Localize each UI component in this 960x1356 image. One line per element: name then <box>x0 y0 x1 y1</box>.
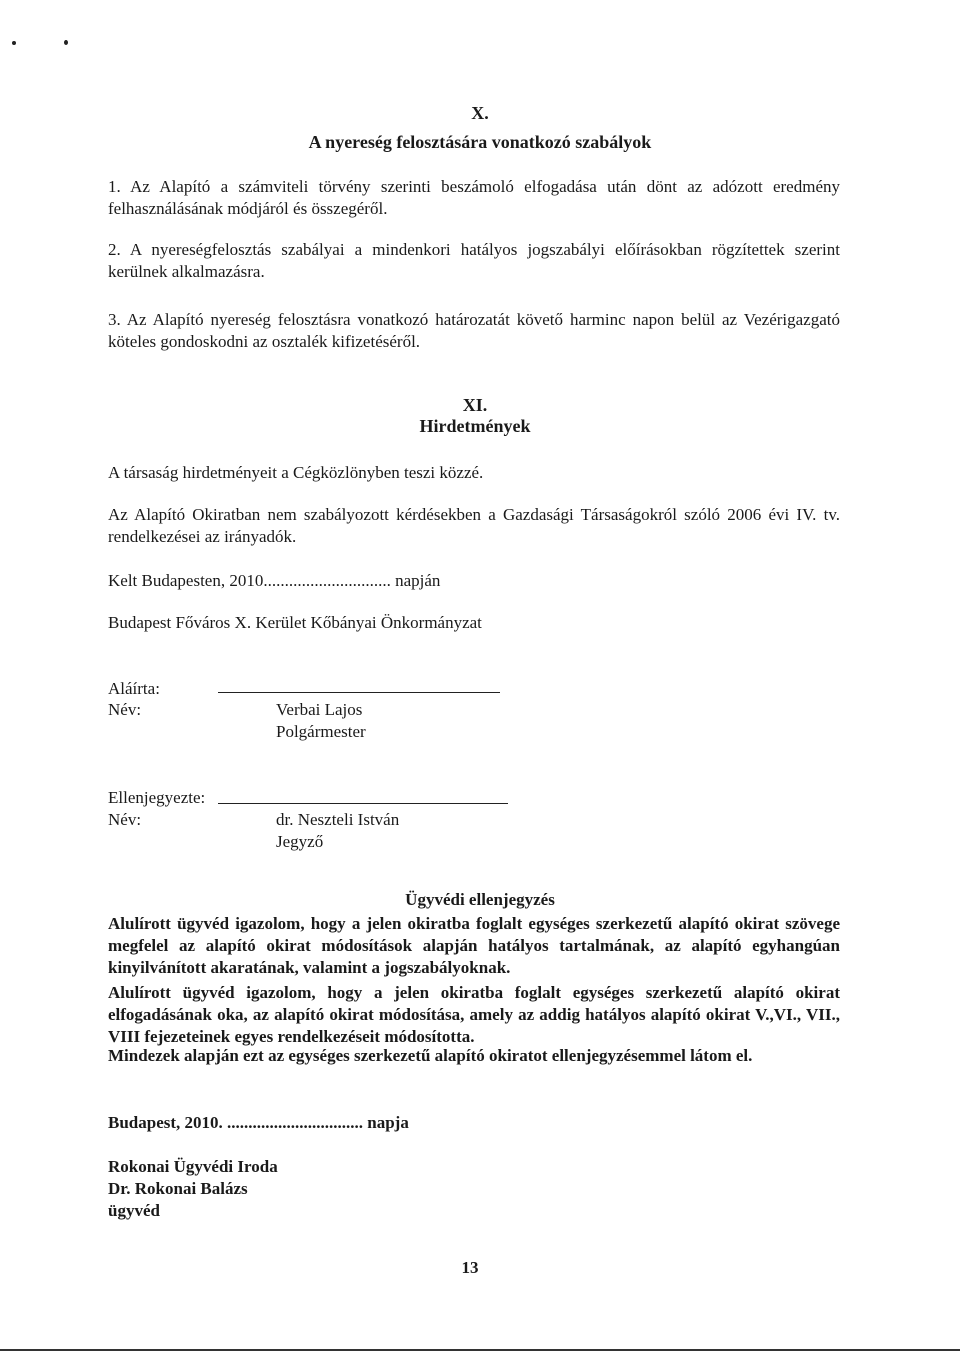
name-label: Név: <box>108 700 142 719</box>
section-x-number: X. <box>471 103 489 123</box>
section-xi-paragraph-1: A társaság hirdetményeit a Cégközlönyben teszi közzé. <box>108 463 484 482</box>
attorney-paragraph-1: Alulírott ügyvéd igazolom, hogy a jelen okiratba foglalt egységes szerkezetű alapító okirat szövege megfelel az alapító okirat módosítások alapján hatályos tartalmának, az alapító egyhangúan kinyilvánított akaratának, valamint a jogszabályoknak. <box>108 914 840 977</box>
countersigner-role: Jegyző <box>276 832 324 851</box>
section-xi-paragraph-2: Az Alapító Okiratban nem szabályozott kérdésekben a Gazdasági Társaságokról szóló 2006 évi IV. tv. rendelkezései az irányadók. <box>108 505 840 546</box>
signed-label: Aláírta: <box>108 679 160 698</box>
section-x-paragraph-3: 3. Az Alapító nyereség felosztásra vonatkozó határozatát követő harminc napon belül az Vezérigazgató köteles gondoskodni az osztalék kifizetéséről. <box>108 310 840 351</box>
countersigner-name: dr. Neszteli István <box>276 810 400 829</box>
attorney-paragraph-3: Mindezek alapján ezt az egységes szerkezetű alapító okiratot ellenjegyzésemmel látom el. <box>108 1046 753 1065</box>
section-x-paragraph-2: 2. A nyereségfelosztás szabályai a mindenkori hatályos jogszabályi előírásokban rögzítettek szerint kerülnek alkalmazásra. <box>108 240 840 281</box>
scan-speck <box>64 40 68 45</box>
countersignature-line <box>218 803 508 804</box>
scan-speck <box>12 41 16 45</box>
place-date-line: Kelt Budapesten, 2010.............................. napján <box>108 571 441 590</box>
law-firm-name: Rokonai Ügyvédi Iroda <box>108 1157 278 1176</box>
scan-edge-rule <box>0 1349 960 1351</box>
section-xi-number: XI. <box>462 395 488 415</box>
countersigned-label: Ellenjegyezte: <box>108 788 206 807</box>
signature-line <box>218 692 500 693</box>
attorney-paragraph-2: Alulírott ügyvéd igazolom, hogy a jelen okiratba foglalt egységes szerkezetű alapító okirat elfogadásának oka, az alapító okirat módosítása, amely az addig hatályos alapító okirat V.,VI., VII., VIII fejezeteinek egyes rendelkezéseit módosította. <box>108 983 840 1046</box>
page-number: 13 <box>461 1258 479 1277</box>
name-label: Név: <box>108 810 142 829</box>
attorney-section-title: Ügyvédi ellenjegyzés <box>405 890 555 909</box>
signer-name: Verbai Lajos <box>276 700 363 719</box>
attorney-date-line: Budapest, 2010. ................................ napja <box>108 1113 409 1132</box>
section-xi-title: Hirdetmények <box>419 416 531 436</box>
section-x-paragraph-1: 1. Az Alapító a számviteli törvény szerinti beszámoló elfogadása után dönt az adózott eredmény felhasználásának módjáról és összegéről. <box>108 177 840 218</box>
lawyer-name: Dr. Rokonai Balázs <box>108 1179 248 1198</box>
signer-role: Polgármester <box>276 722 366 741</box>
lawyer-role: ügyvéd <box>108 1201 160 1220</box>
organization-name: Budapest Főváros X. Kerület Kőbányai Önkormányzat <box>108 613 482 632</box>
section-x-title: A nyereség felosztására vonatkozó szabályok <box>308 132 652 152</box>
